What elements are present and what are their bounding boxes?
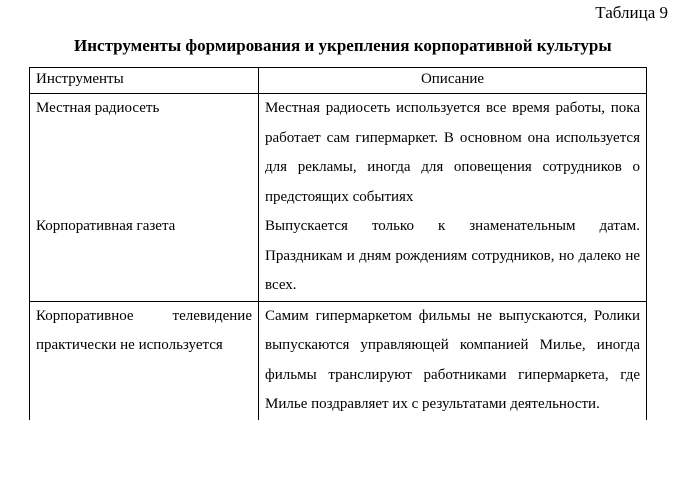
desc-local-radio: Местная радиосеть используется все время работы, пока работает сам гипермаркет. В основном она используется для рекламы, иногда для оповещения сотрудников о предстоящих событиях: [265, 100, 640, 205]
tool-corporate-tv: Корпоративное телевидение практически не используется: [36, 307, 252, 353]
table-row: [30, 94, 647, 302]
table-row: [30, 301, 647, 420]
tool-local-radio: Местная радиосеть: [36, 100, 160, 116]
header-tools: Инструменты: [30, 68, 259, 94]
desc-corporate-newspaper: Выпускается только к знаменательным датам. Праздникам и дням рождениям сотрудников, но далеко не всех.: [265, 218, 640, 293]
tool-cell: [30, 94, 259, 302]
description-cell: [259, 94, 647, 302]
table-header-row: [30, 68, 647, 94]
tool-corporate-newspaper: Корпоративная газета: [36, 218, 176, 234]
description-cell: [259, 301, 647, 420]
header-description: Описание: [259, 68, 647, 94]
table-number: Таблица 9: [595, 3, 668, 22]
tools-table: [29, 67, 647, 420]
tool-cell: [30, 301, 259, 420]
desc-corporate-tv: Самим гипермаркетом фильмы не выпускаются, Ролики выпускаются управляющей компанией Мильe, иногда фильмы транслируют работниками гипермаркета, где Мильe поздравляет их с результатами деятельности.: [265, 307, 640, 412]
table-title: Инструменты формирования и укрепления корпоративной культуры: [74, 36, 612, 55]
